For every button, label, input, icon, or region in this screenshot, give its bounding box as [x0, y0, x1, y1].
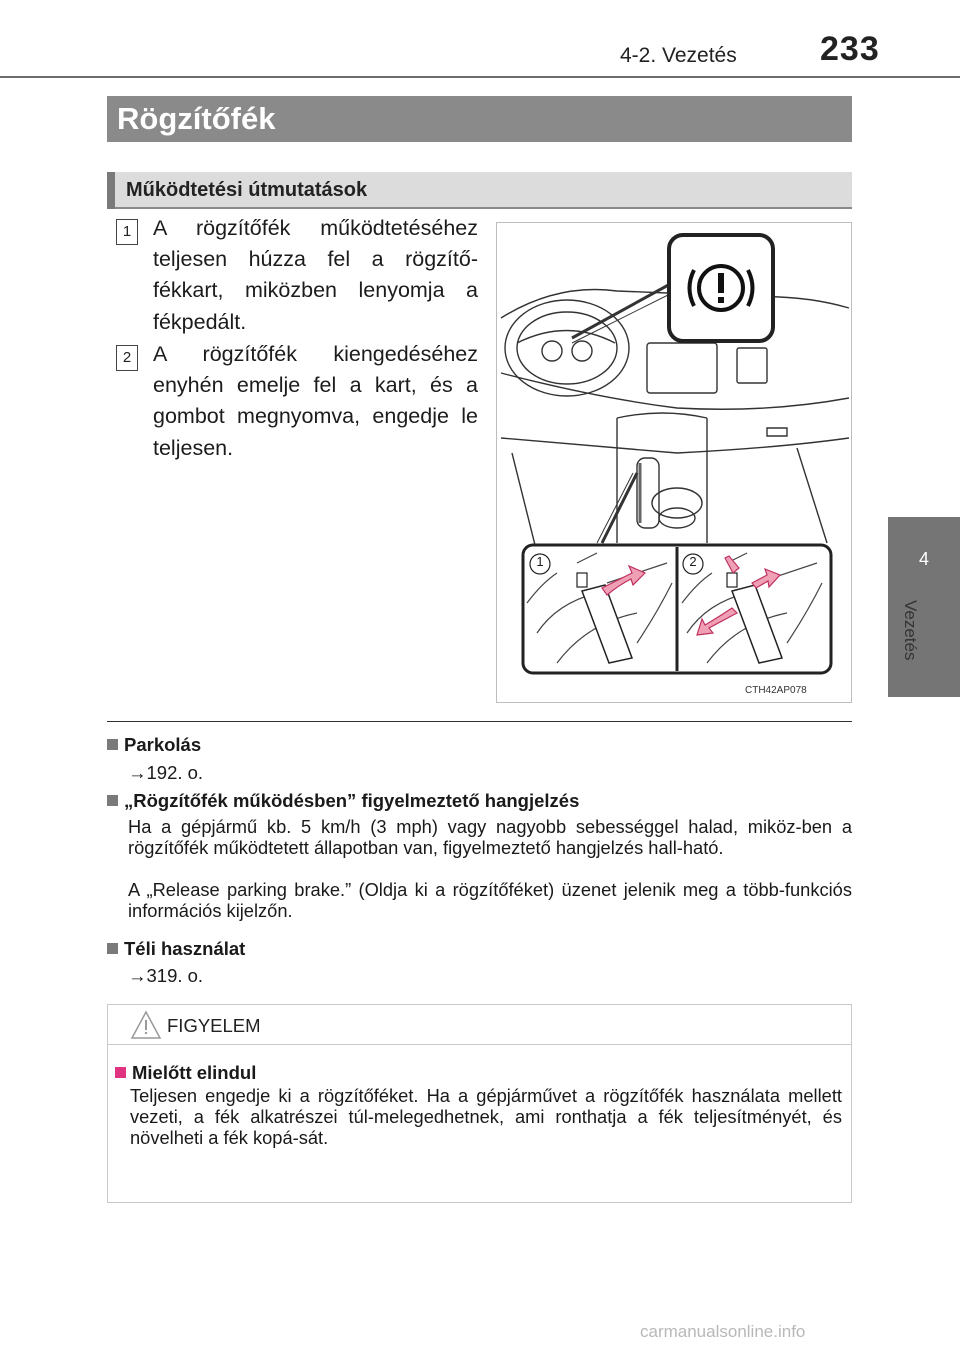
note-heading-parking: [107, 734, 201, 756]
illustration-callout-2: 2: [689, 554, 697, 569]
caution-body: Teljesen engedje ki a rögzítőféket. Ha a gépjárművet a rögzítőfék használata mellett vezeti, a fék alkatrészei túl-melegedhetnek, ami ronthatja a fék teljesítményét, és növelheti a fék kopá-sát.: [130, 1085, 842, 1148]
subheader-title: Működtetési útmutatások: [126, 179, 368, 201]
illustration-callout-1: 1: [536, 554, 544, 569]
note-bullet-icon: [107, 795, 118, 806]
note-heading-winter: [107, 938, 245, 960]
step-text-2: A rögzítőfék kiengedéséhez enyhén emelje fel a kart, és a gombot megnyomva, engedje le teljesen.: [153, 342, 478, 460]
note-body-warning-buzzer: Ha a gépjármű kb. 5 km/h (3 mph) vagy nagyobb sebességgel halad, miköz-ben a rögzítőfék működtetett állapotban van, figyelmeztető hangjelzés hall-ható.: [128, 816, 852, 858]
parking-brake-illustration: [496, 222, 852, 703]
step-marker-2: 2: [116, 345, 138, 371]
section-subheader: [107, 172, 852, 209]
caution-heading: [115, 1062, 256, 1084]
step-text-1: A rögzítőfék működtetéséhez teljesen húzza fel a rögzítő-fékkart, miközben lenyomja a fékpedált.: [153, 216, 478, 334]
caution-bullet-icon: [115, 1067, 126, 1078]
caution-box: [107, 1004, 852, 1203]
note-ref-winter: →319. o.: [128, 965, 204, 986]
caution-heading-text: Mielőtt elindul: [132, 1062, 257, 1083]
note-ref-parking: →192. o.: [128, 762, 204, 783]
note-bullet-icon: [107, 943, 118, 954]
note-heading-text: Téli használat: [124, 938, 246, 959]
chapter-tab-number: 4: [918, 549, 929, 569]
illustration-code: CTH42AP078: [745, 685, 807, 696]
chapter-tab-label-text: Vezetés: [901, 600, 920, 661]
dashboard-illustration-svg: [497, 223, 853, 704]
note-heading-text: „Rögzítőfék működésben” figyelmeztető hangjelzés: [124, 790, 580, 811]
page-number: 233: [820, 30, 880, 68]
page-title: Rögzítőfék: [117, 101, 276, 136]
step-marker-1: 1: [116, 219, 138, 245]
section-label: 4-2. Vezetés: [620, 44, 737, 67]
content-divider: [107, 721, 852, 722]
page-title-bar: [107, 96, 852, 142]
header-divider: [0, 76, 960, 78]
note-bullet-icon: [107, 739, 118, 750]
caution-divider: [108, 1044, 851, 1045]
note-heading-warning-buzzer: [107, 790, 579, 812]
warning-triangle-icon: [130, 1010, 162, 1040]
note-body-release-message: A „Release parking brake.” (Oldja ki a rögzítőféket) üzenet jelenik meg a több-funkciós információs kijelzőn.: [128, 879, 852, 921]
note-heading-text: Parkolás: [124, 734, 202, 755]
watermark: carmanualsonline.info: [640, 1322, 806, 1341]
subheader-accent: [107, 172, 115, 209]
caution-title: FIGYELEM: [167, 1015, 261, 1036]
chapter-tab-label: [890, 600, 930, 710]
